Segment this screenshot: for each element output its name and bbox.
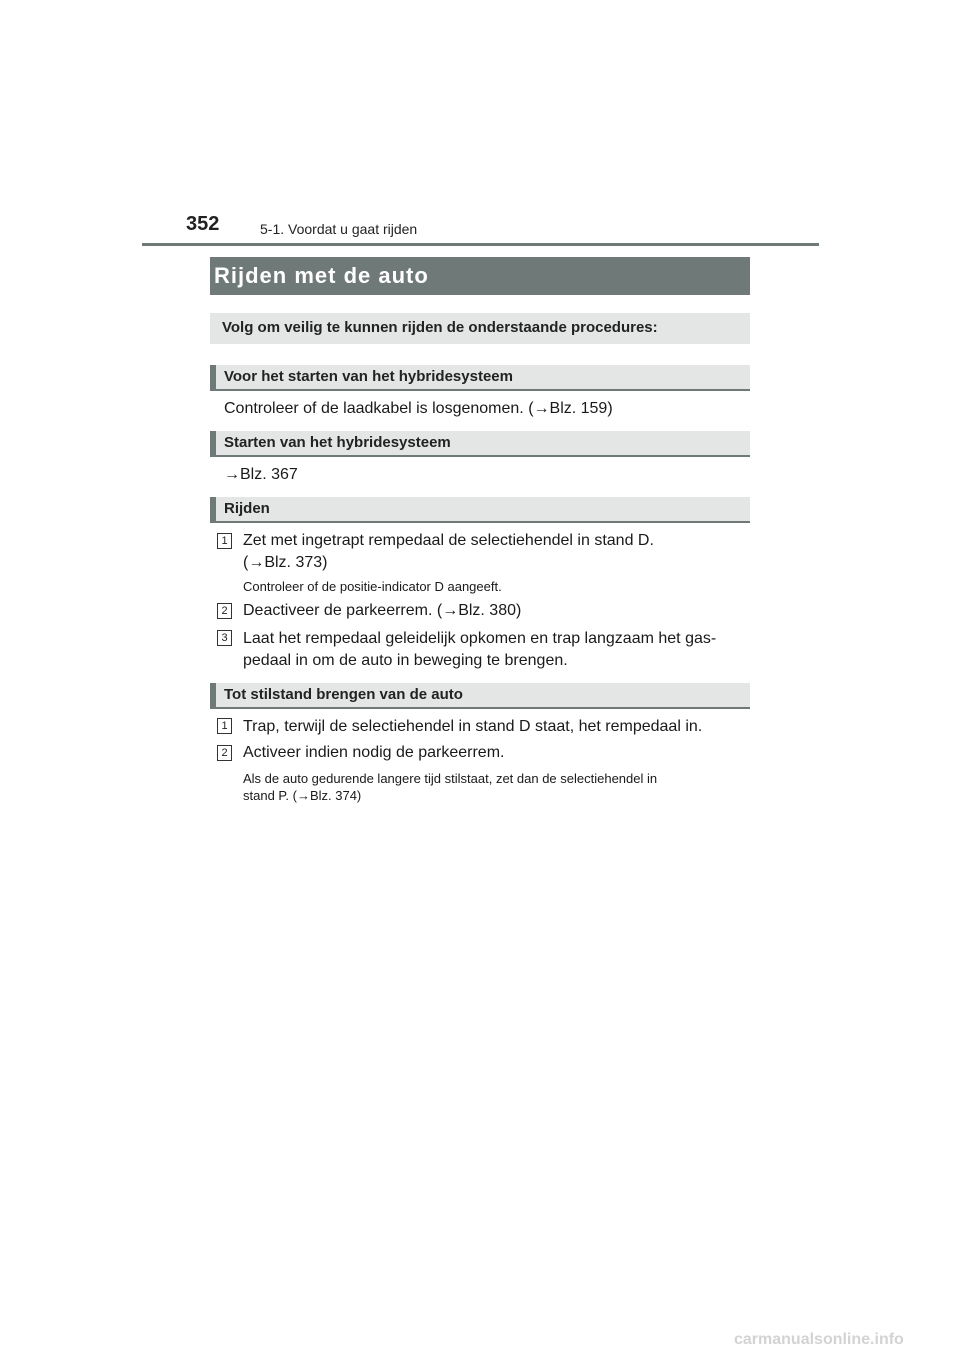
heading-stopping-label: Tot stilstand brengen van de auto — [224, 686, 463, 703]
page-title-bar — [210, 257, 750, 295]
heading-before-start — [210, 365, 750, 391]
heading-stopping — [210, 683, 750, 709]
page-number: 352 — [186, 213, 220, 235]
before-start-text: Controleer of de laadkabel is losgenomen. (→Blz. 159) — [224, 400, 613, 417]
step-number-box: 3 — [217, 630, 232, 646]
heading-driving-label: Rijden — [224, 500, 270, 517]
watermark: carmanualsonline.info — [734, 1331, 904, 1348]
section-path: 5-1. Voordat u gaat rijden — [260, 221, 418, 237]
driving-step-2-line-1: Deactiveer de parkeerrem. (→Blz. 380) — [243, 602, 522, 619]
heading-driving — [210, 497, 750, 523]
intro-text: Volg om veilig te kunnen rijden de onderstaande procedures: — [222, 319, 658, 336]
driving-step-3-line-1: Laat het rempedaal geleidelijk opkomen en trap langzaam het gas- — [243, 630, 717, 647]
driving-step-1-note: Controleer of de positie-indicator D aangeeft. — [243, 579, 502, 594]
page-title: Rijden met de auto — [214, 263, 429, 288]
stopping-step-2-note-line-2: stand P. (→Blz. 374) — [243, 788, 362, 803]
step-number-box: 2 — [217, 745, 232, 761]
stopping-step-2-note-line-1: Als de auto gedurende langere tijd stilstaat, zet dan de selectiehendel in — [243, 771, 658, 786]
heading-starting-label: Starten van het hybridesysteem — [224, 434, 451, 451]
step-number-box: 1 — [217, 533, 232, 549]
driving-step-3-line-2: pedaal in om de auto in beweging te brengen. — [243, 652, 568, 669]
heading-starting — [210, 431, 750, 457]
intro-box — [210, 313, 750, 344]
driving-step-1-line-2: (→Blz. 373) — [243, 554, 328, 571]
stopping-step-2-line-1: Activeer indien nodig de parkeerrem. — [243, 744, 505, 761]
step-number-box: 1 — [217, 718, 232, 734]
stopping-step-1-line-1: Trap, terwijl de selectiehendel in stand D staat, het rempedaal in. — [243, 718, 703, 735]
driving-step-1-line-1: Zet met ingetrapt rempedaal de selectiehendel in stand D. — [243, 532, 654, 549]
heading-before-start-label: Voor het starten van het hybridesysteem — [224, 368, 513, 385]
header-divider — [142, 243, 819, 246]
step-number-box: 2 — [217, 603, 232, 619]
starting-text: →Blz. 367 — [224, 466, 298, 483]
